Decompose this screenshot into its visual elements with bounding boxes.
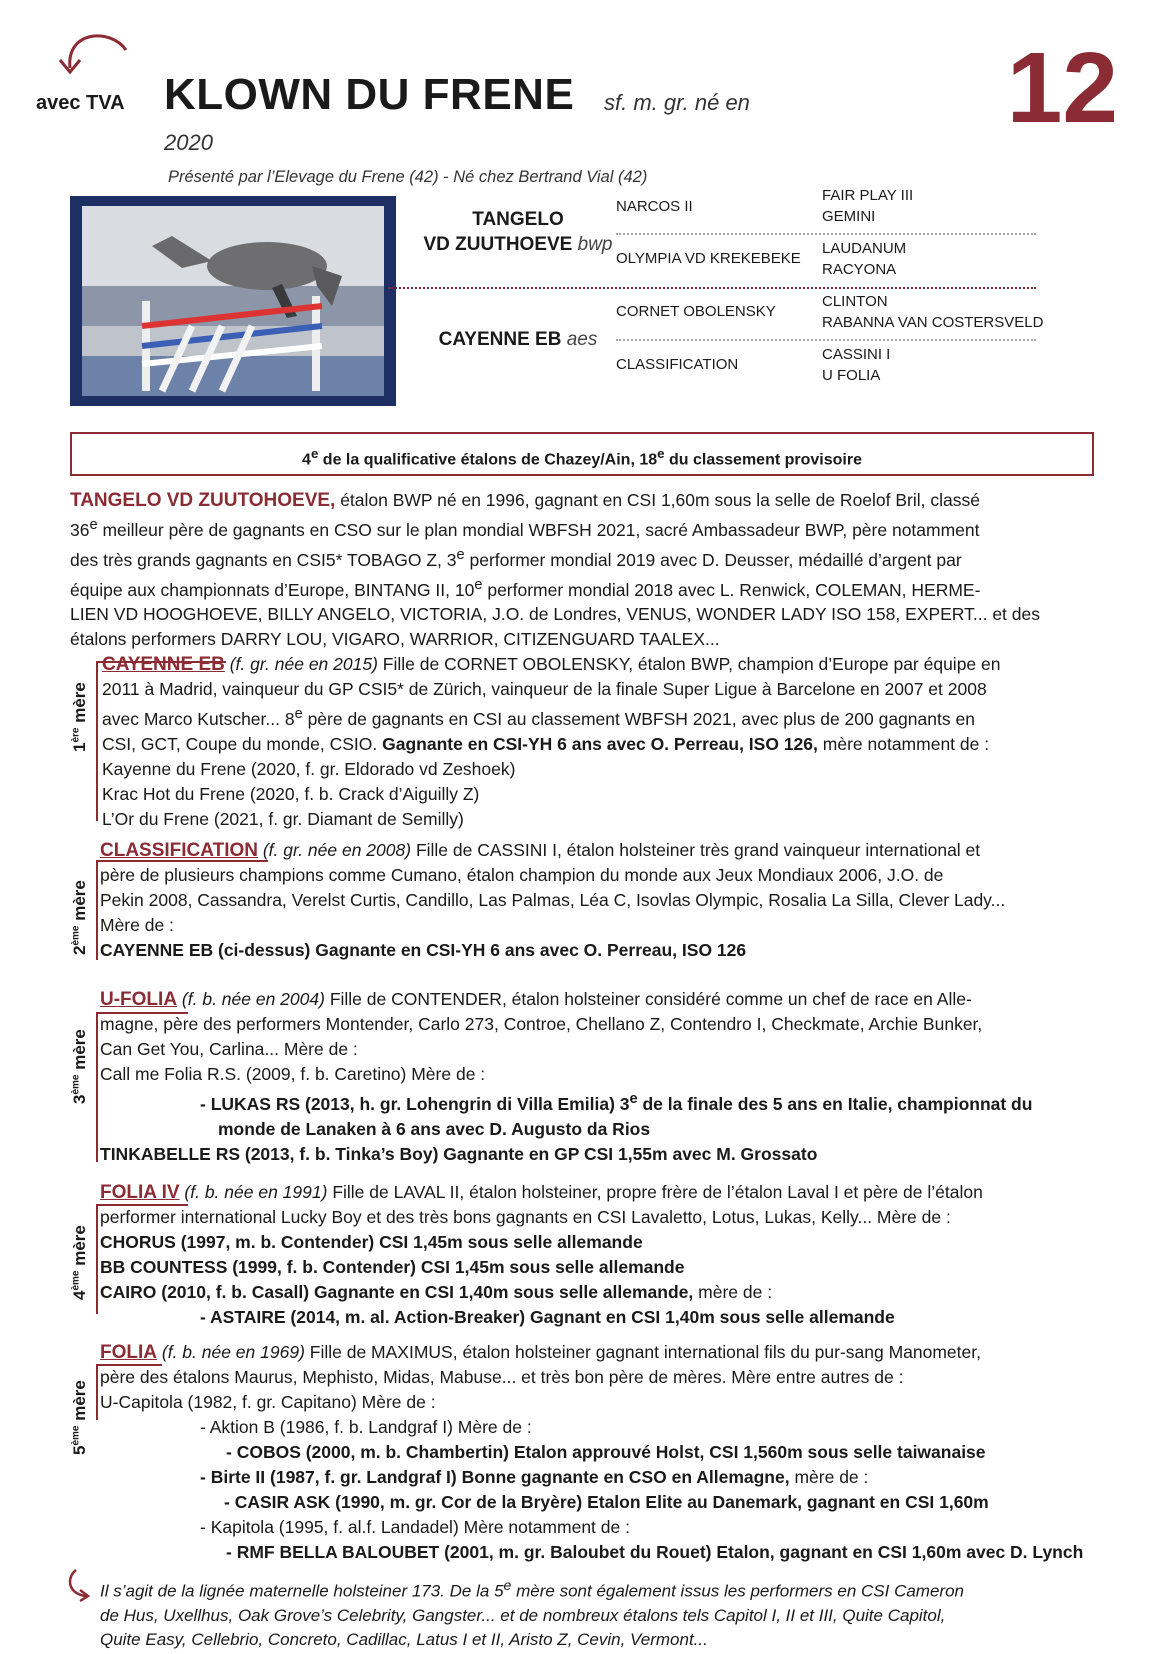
ggp-8: U FOLIA: [822, 367, 881, 384]
granddam-paternal: OLYMPIA VD KREKEBEKE: [616, 250, 801, 267]
side-label-4: 4ème mère: [70, 1225, 89, 1300]
ggp-3: LAUDANUM: [822, 240, 907, 257]
lot-number: 12: [1006, 32, 1118, 144]
dam-1-paragraph: CAYENNE EB (f. gr. née en 2015) Fille de CORNET OBOLENSKY, étalon BWP, champion d’Europe par équipe en 2011 à Madrid, vainqueur du GP CSI5* de Zürich, vainqueur de la finale Super Ligue à Barcelone en 2007 et 2008 avec Marco Kutscher... 8e père de gagnants en CSI au classement WBFSH 2021, avec plus de 200 gagnants en CSI, GCT, Coupe du monde, CSIO. Gagnante en CSI-YH 6 ans avec O. Perreau, ISO 126, mère notamment de : Kayenne du Frene (2020, f. gr. Eldorado vd Zeshoek) Krac Hot du Frene (2020, f. b. Crack d’Aiguilly Z) L’Or du Frene (2021, f. gr. Diamant de Semilly): [102, 654, 1001, 829]
presenter-line: Présenté par l’Elevage du Frene (42) - Né chez Bertrand Vial (42): [168, 168, 648, 186]
horse-name: KLOWN DU FRENE: [164, 70, 575, 119]
dam-3-paragraph: U-FOLIA (f. b. née en 2004) Fille de CONTENDER, étalon holsteiner considéré comme un chef de race en Alle- magne, père des performers Montender, Carlo 273, Controe, Chellano Z, Contendro I, Checkmate, Archie Bunker, Can Get You, Carlina... Mère de : Call me Folia R.S. (2009, f. b. Caretino) Mère de : - LUKAS RS (2013, h. gr. Lohengrin di Villa Emilia) 3e de la finale des 5 ans en Italie, championnat du monde de Lanaken à 6 ans avec D. Augusto da Rios TINKABELLE RS (2013, f. b. Tinka’s Boy) Gagnante en GP CSI 1,55m avec M. Grossato: [100, 989, 1033, 1164]
side-label-2: 2ème mère: [70, 880, 89, 955]
dam: CAYENNE EB aes: [438, 329, 598, 350]
side-label-5: 5ème mère: [70, 1380, 89, 1455]
granddam-maternal: CLASSIFICATION: [616, 356, 739, 373]
dam-bar: [96, 1364, 98, 1420]
result-banner: 4e de la qualificative étalons de Chazey/Ain, 18e du classement provisoire: [70, 432, 1094, 476]
ggp-6: RABANNA VAN COSTERSVELD: [822, 314, 1044, 331]
dam-bar: [96, 860, 98, 960]
pedigree-divider: [616, 233, 1036, 235]
pedigree-divider: [616, 339, 1036, 341]
ggp-7: CASSINI I: [822, 346, 891, 363]
horse-description: sf. m. gr. né en: [604, 90, 750, 115]
dam-bar: [96, 1012, 98, 1162]
grandsire-maternal: CORNET OBOLENSKY: [616, 303, 776, 320]
ggp-2: GEMINI: [822, 208, 876, 225]
curved-arrow-icon: [64, 1568, 94, 1602]
grandsire-paternal: NARCOS II: [616, 198, 693, 215]
dam-4-paragraph: FOLIA IV (f. b. née en 1991) Fille de LAVAL II, étalon holsteiner, propre frère de l’étalon Laval I et père de l’étalon performer international Lucky Boy et des très bons gagnants en CSI Lavaletto, Lotus, Lukas, Kelly... Mère de : CHORUS (1997, m. b. Contender) CSI 1,45m sous selle allemande BB COUNTESS (1999, f. b. Contender) CSI 1,45m sous selle allemande CAIRO (2010, f. b. Casall) Gagnante en CSI 1,40m sous selle allemande, mère de : - ASTAIRE (2014, m. al. Action-Breaker) Gagnant en CSI 1,40m sous selle allemande: [100, 1182, 983, 1327]
pedigree-divider: [388, 287, 1036, 289]
horse-birth-year: 2020: [164, 130, 213, 155]
ggp-4: RACYONA: [822, 261, 897, 278]
dam-bar: [96, 661, 98, 821]
tva-label: avec TVA: [36, 92, 125, 114]
dam-2-paragraph: CLASSIFICATION (f. gr. née en 2008) Fille de CASSINI I, étalon holsteiner très grand vainqueur international et père de plusieurs champions comme Cumano, étalon champion du monde aux Jeux Mondiaux 2006, J.O. de Pekin 2008, Cassandra, Verelst Curtis, Candillo, Las Palmas, Léa C, Isovlas Olympic, Rosalia La Silla, Clever Lady... Mère de : CAYENNE EB (ci-dessus) Gagnante en CSI-YH 6 ans avec O. Perreau, ISO 126: [100, 840, 1006, 960]
sire: TANGELO VD ZUUTHOEVE bwp: [423, 209, 613, 255]
ggp-1: FAIR PLAY III: [822, 187, 914, 204]
side-label-3: 3ème mère: [70, 1029, 89, 1104]
dam-5-paragraph: FOLIA (f. b. née en 1969) Fille de MAXIMUS, étalon holsteiner gagnant international fils du pur-sang Manometer, père des étalons Maurus, Mephisto, Midas, Mabuse... et très bon père de mères. Mère entre autres de : U-Capitola (1982, f. gr. Capitano) Mère de : - Aktion B (1986, f. b. Landgraf I) Mère de : - COBOS (2000, m. b. Chambertin) Etalon approuvé Holst, CSI 1,560m sous selle taiwanaise - Birte II (1987, f. gr. Landgraf I) Bonne gagnante en CSO en Allemagne, mère de : - CASIR ASK (1990, m. gr. Cor de la Bryère) Etalon Elite au Danemark, gagnant en CSI 1,60m - Kapitola (1995, f. al.f. Landadel) Mère notamment de : - RMF BELLA BALOUBET (2001, m. gr. Baloubet du Rouet) Etalon, gagnant en CSI 1,60m avec D. Lynch: [100, 1342, 1084, 1562]
curved-arrow-icon: [56, 30, 136, 80]
side-label-1: 1ère mère: [70, 682, 89, 752]
ggp-5: CLINTON: [822, 293, 888, 310]
sire-paragraph: TANGELO VD ZUUTOHOEVE, étalon BWP né en 1996, gagnant en CSI 1,60m sous la selle de Roelof Bril, classé 36e meilleur père de gagnants en CSO sur le plan mondial WBFSH 2021, sacré Ambassadeur BWP, père notamment des très grands gagnants en CSI5* TOBAGO Z, 3e performer mondial 2019 avec D. Deusser, médaillé d’argent par équipe aux championnats d’Europe, BINTANG II, 10e performer mondial 2018 avec L. Renwick, COLEMAN, HERME- LIEN VD HOOGHOEVE, BILLY ANGELO, VICTORIA, J.O. de Londres, VENUS, WONDER LADY ISO 158, EXPERT... et des étalons performers DARRY LOU, VIGARO, WARRIOR, CITIZENGUARD TAALEX...: [70, 490, 1040, 650]
footer-note: Il s’agit de la lignée maternelle holsteiner 173. De la 5e mère sont également issus les performers en CSI Cameron de Hus, Uxellhus, Oak Grove’s Celebrity, Gangster... et de nombreux étalons tels Capitol I, II et III, Quite Capitol, Quite Easy, Cellebrio, Concreto, Cadillac, Latus I et II, Aristo Z, Cevin, Vermont...: [100, 1578, 964, 1649]
horse-photo: [70, 196, 396, 406]
dam-bar: [96, 1204, 98, 1314]
